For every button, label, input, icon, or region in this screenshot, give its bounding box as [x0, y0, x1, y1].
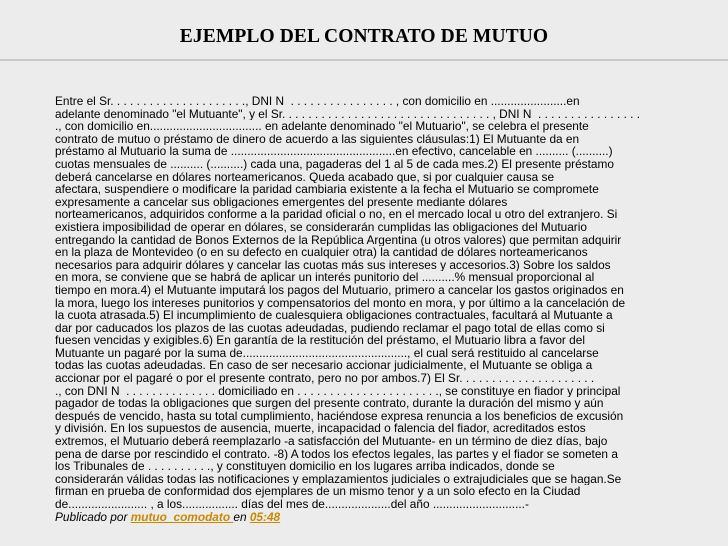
contract-body: [55, 95, 723, 524]
contract-line: préstamo al Mutuario la suma de ..................................................en efectivo, cancelable en .......... (..........): [55, 145, 613, 158]
contract-line: afectara, suspendiere o modificare la paridad cambiaria existente a la fecha el Mutuario se compromete: [55, 183, 599, 196]
contract-line: entregando la cantidad de Bonos Externos de la República Argentina (u otros valores) que permitan adquirir: [55, 233, 622, 247]
contract-line: tiempo en mora.4) el Mutuante imputará los pagos del Mutuario, primero a cancelar los gastos originados en: [55, 283, 624, 297]
contract-line: firman en prueba de conformidad dos ejemplares de un mismo tenor y a un solo efecto en la Ciudad: [55, 485, 581, 498]
contract-line: expresamente a cancelar sus obligaciones emergentes del presente mediante dólares: [55, 195, 508, 209]
contract-line: y división. En los supuestos de ausencia, muerte, incapacidad o falencia del fiador, acreditados estos: [55, 422, 586, 436]
contract-line: en la plaza de Montevideo (o en su defecto en cualquier otra) la cantidad de dólares norteamericanos: [55, 246, 588, 259]
contract-line: deberá cancelarse en dólares norteamericanos. Queda acabado que, si por cualquier causa se: [55, 170, 555, 184]
contract-line: contrato de mutuo o préstamo de dinero de acuerdo a las siguientes cláusulas:1) El Mutuante da en: [55, 132, 580, 146]
contract-line: adelante denominado "el Mutuante", y el Sr. . . . . . . . . . . . . . . . . . . . . . . . . . . . . . . . , DNI N . . . . . . . . . . . . . . . .: [55, 107, 641, 121]
post-footer: [55, 511, 723, 524]
contract-line: dar por caducados los plazos de las cuotas adeudadas, pudiendo reclamar el pago total de ellas como si: [55, 321, 605, 335]
contract-line: extremos, el Mutuario deberá reemplazarlo -a satisfacción del Mutuante- en un término de diez días, bajo: [55, 435, 608, 448]
contract-line: después de vencido, hasta su total cumplimiento, haciéndose expresa renuncia a los beneficios de excusión: [55, 409, 624, 423]
page-title: EJEMPLO DEL CONTRATO DE MUTUO: [179, 26, 549, 47]
contract-line: pagador de todas la obligaciones que surgen del presente contrato, durante la duración del mismo y aún: [55, 397, 604, 410]
contract-line: en mora, se conviene que se habrá de aplicar un interés punitorio del ..........% mensual proporcional al: [55, 271, 595, 284]
contract-line: ., con DNI N . . . . . . . . . . . . . . domiciliado en . . . . . . . . . . . . . . . . . . . . . ., se constituye en fiador y principal: [55, 384, 621, 398]
contract-line: necesarios para adquirir dólares y cancelar las cuotas más sus intereses y accesorios.3) Sobre los saldos: [55, 258, 611, 272]
contract-line: Mutuante un pagaré por la suma de.................................................., el cual será restituido al cancelarse: [55, 346, 599, 360]
contract-line: ., con domicilio en.................................. en adelante denominado "el Mutuario", se celebra el presente: [55, 120, 589, 133]
contract-line: existiera imposibilidad de operar en dólares, se considerarán cumplidas las obligaciones del Mutuario: [55, 220, 587, 234]
contract-line: norteamericanos, adquiridos conforme a la paridad oficial o no, en el mercado local u otro del extranjero. Si: [55, 208, 618, 221]
contract-line: de........................ , a los................. días del mes de....................del año ............................-: [55, 498, 529, 511]
contract-line: todas las cuotas adeudadas. En caso de ser necesario accionar judicialmente, el Mutuante se obliga a: [55, 359, 593, 373]
contract-line: fuesen vencidas y exigibles.6) En garantía de la restitución del préstamo, el Mutuario libra a favor del: [55, 334, 585, 347]
contract-line: considerarán válidas todas las notificaciones y emplazamientos judiciales o extrajudiciales que se hagan.Se: [55, 472, 622, 486]
footer-middle: en: [233, 509, 250, 524]
contract-line: los Tribunales de . . . . . . . . . ., y constituyen domicilio en los lugares arriba indicados, donde se: [55, 460, 555, 473]
contract-line: pena de darse por rescindido el contrato. -8) A todos los efectos legales, las partes y el fiador se someten a: [55, 447, 618, 461]
footer-prefix: Publicado por: [55, 509, 131, 524]
contract-line: Entre el Sr. . . . . . . . . . . . . . . . . . . . ., DNI N . . . . . . . . . . . . . . . . , con domicilio en .......................en: [55, 95, 580, 108]
author-link[interactable]: mutuo_comodato: [130, 509, 234, 524]
timestamp-link[interactable]: 05:48: [249, 509, 281, 524]
contract-line: accionar por el pagaré o por el presente contrato, pero no por ambos.7) El Sr. . . . . . . . . . . . . . . . . . . . .: [55, 372, 595, 385]
contract-line: cuotas mensuales de .......... (..........) cada una, pagaderas del 1 al 5 de cada mes.2) El presente préstamo: [55, 157, 614, 171]
contract-line: la cuota atrasada.5) El incumplimiento de cualesquiera obligaciones contractuales, facultará al Mutuante a: [55, 309, 613, 322]
title-divider: [0, 59, 728, 61]
contract-line: la mora, luego los intereses punitorios y compensatorios del monto en mora, y por último a la cancelación de: [55, 296, 626, 310]
